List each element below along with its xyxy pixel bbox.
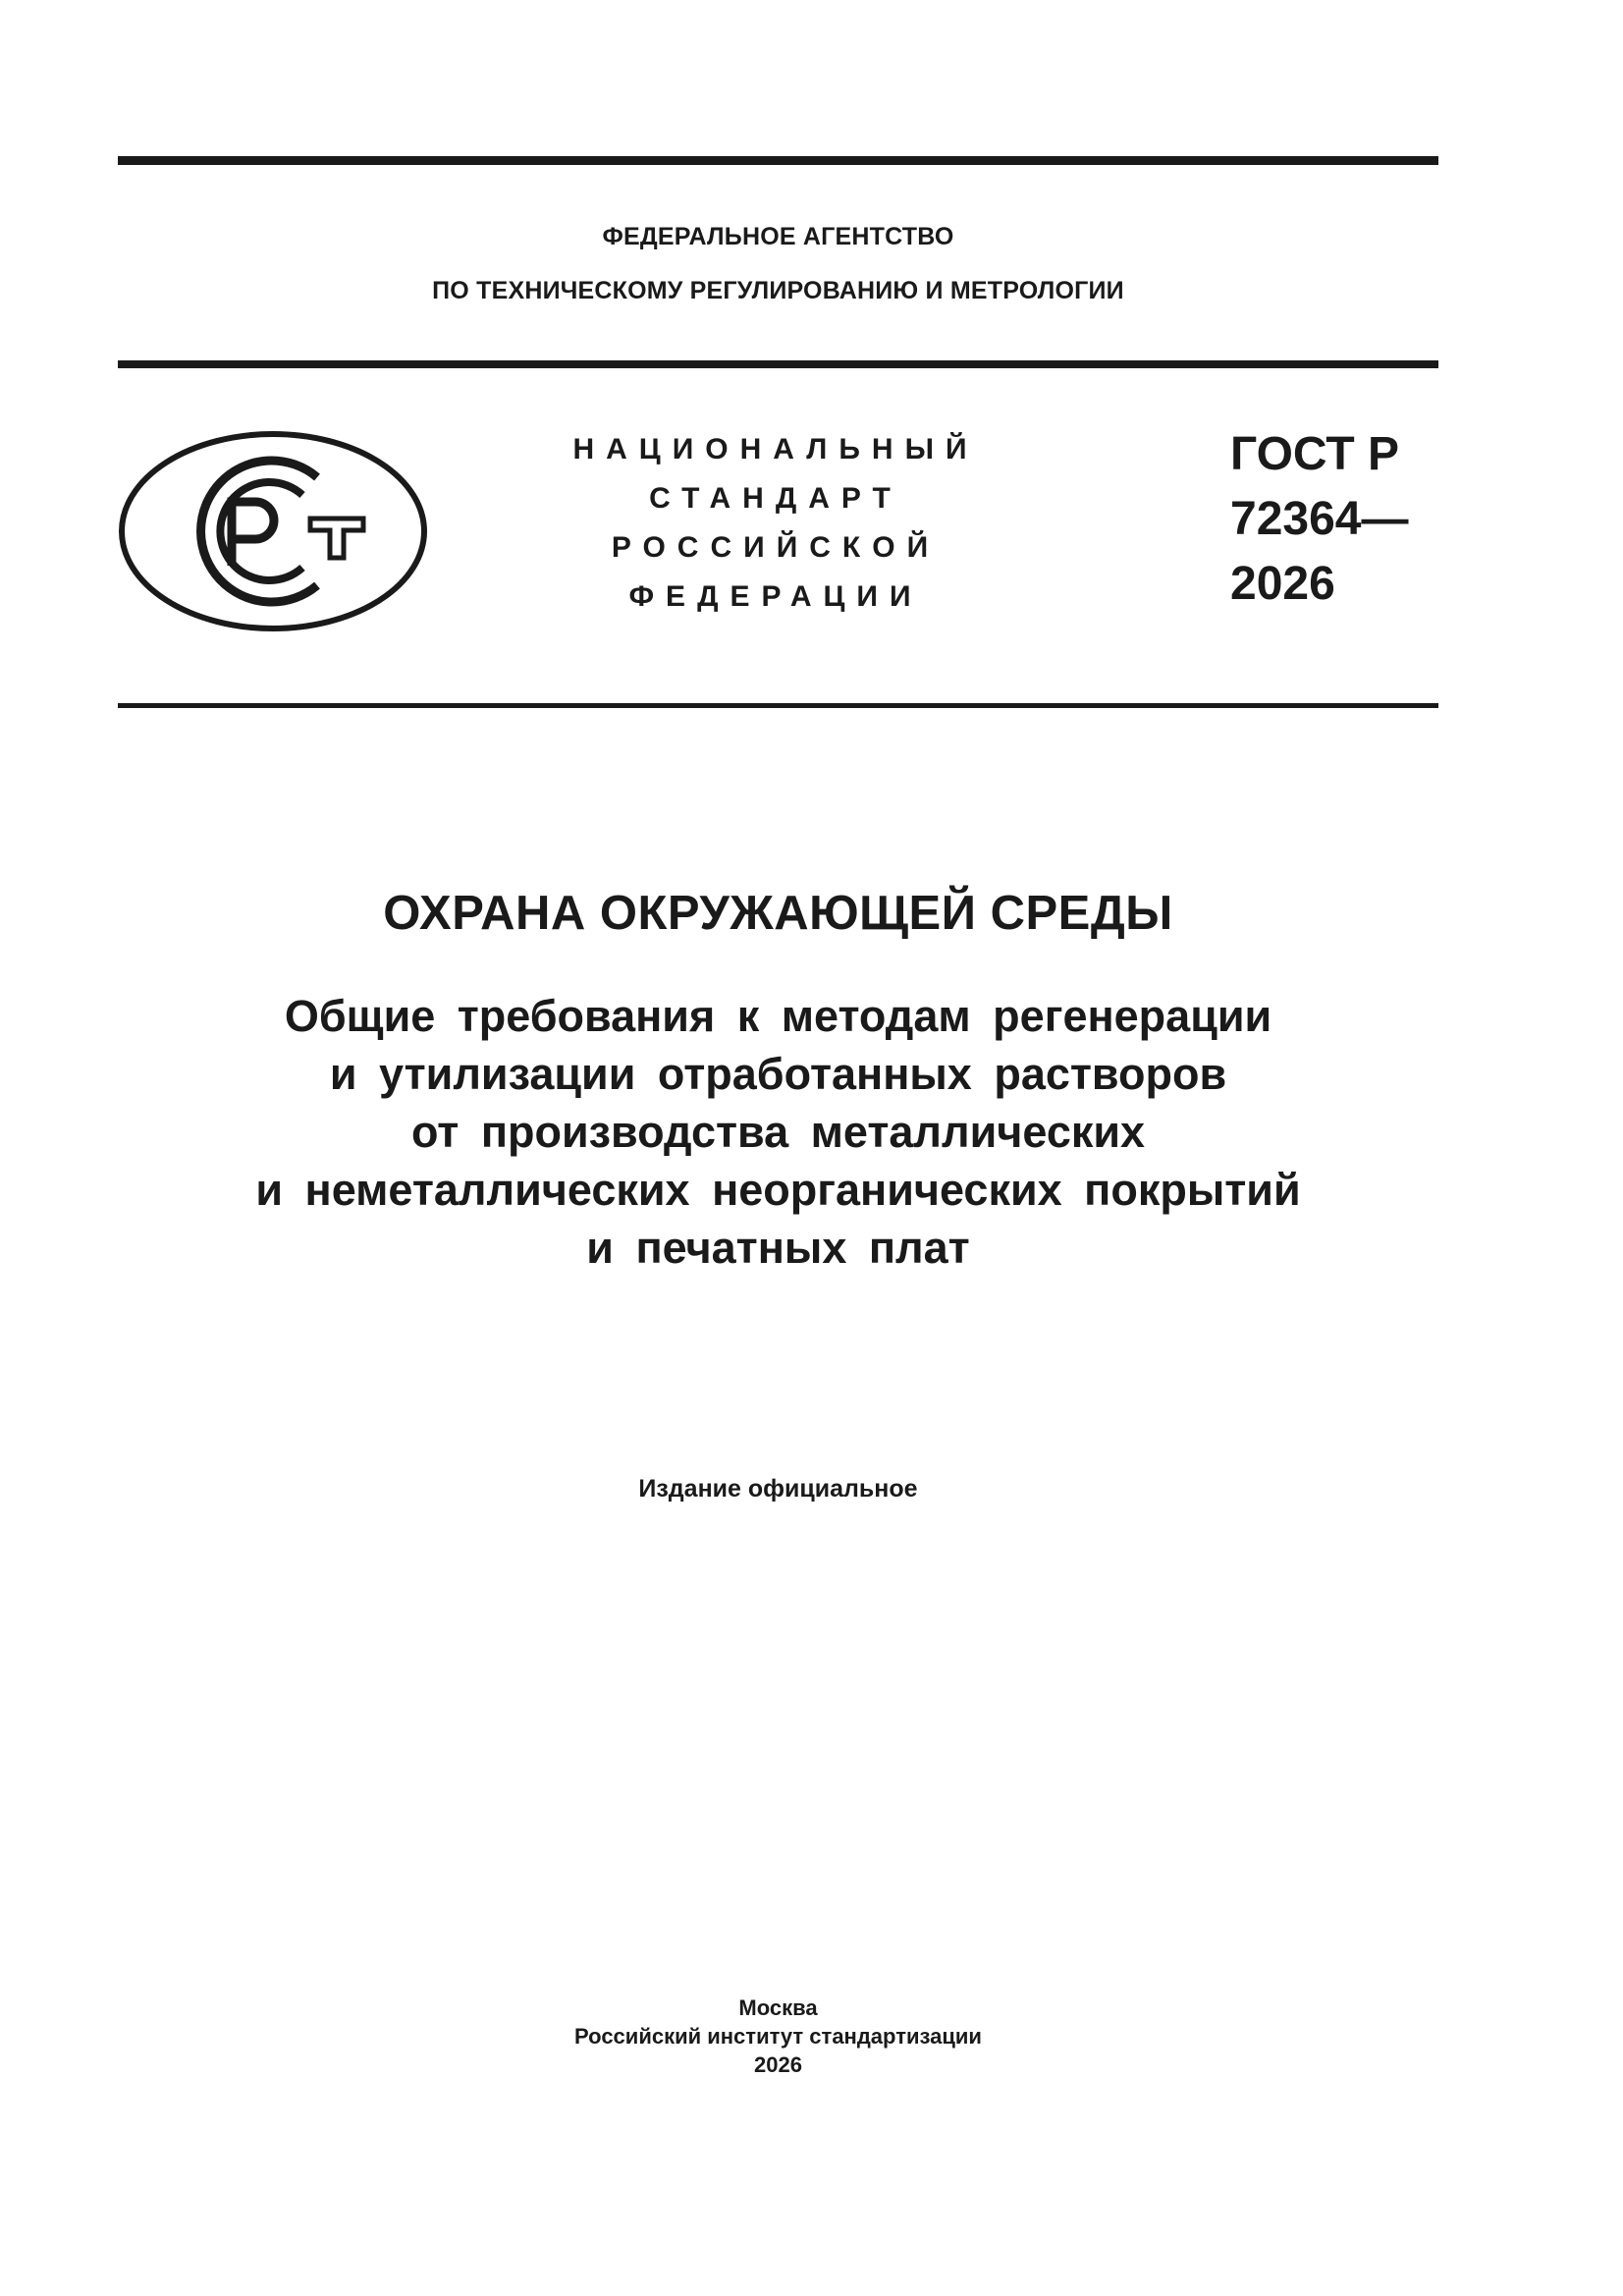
- national-standard-line: РОССИЙСКОЙ: [611, 531, 941, 564]
- subtitle-line: и неметаллических неорганических покрытий: [255, 1165, 1301, 1215]
- imprint-year: 2026: [754, 2052, 802, 2077]
- subtitle-line: от производства металлических: [410, 1107, 1146, 1157]
- edition-note: Издание официальное: [638, 1475, 918, 1503]
- national-standard-heading: [550, 425, 1001, 622]
- agency-line-2: ПО ТЕХНИЧЕСКОМУ РЕГУЛИРОВАНИЮ И МЕТРОЛОГИИ: [432, 277, 1124, 304]
- subtitle-line: и печатных плат: [586, 1223, 970, 1273]
- subtitle-line: и утилизации отработанных растворов: [329, 1049, 1227, 1099]
- header-bottom-rule: [118, 703, 1438, 708]
- agency-line-1: ФЕДЕРАЛЬНОЕ АГЕНТСТВО: [602, 223, 954, 250]
- document-subtitle: [118, 987, 1438, 1277]
- imprint-publisher: Российский институт стандартизации: [574, 2024, 982, 2049]
- imprint-city: Москва: [738, 1995, 818, 2020]
- national-standard-line: НАЦИОНАЛЬНЫЙ: [572, 433, 979, 465]
- national-standard-line: СТАНДАРТ: [649, 482, 902, 515]
- designation-line-2: 72364—: [1230, 493, 1409, 545]
- document-title: ОХРАНА ОКРУЖАЮЩЕЙ СРЕДЫ: [383, 887, 1173, 940]
- designation-line-3: 2026: [1230, 558, 1335, 610]
- header-rule: [118, 360, 1438, 368]
- standard-designation: [1230, 422, 1408, 617]
- top-rule: [118, 156, 1438, 165]
- rst-certification-mark-icon: [116, 428, 430, 634]
- national-standard-line: ФЕДЕРАЦИИ: [628, 580, 923, 613]
- subtitle-line: Общие требования к методам регенерации: [284, 991, 1272, 1041]
- designation-line-1: ГОСТ Р: [1230, 428, 1400, 480]
- imprint: [118, 1994, 1438, 2079]
